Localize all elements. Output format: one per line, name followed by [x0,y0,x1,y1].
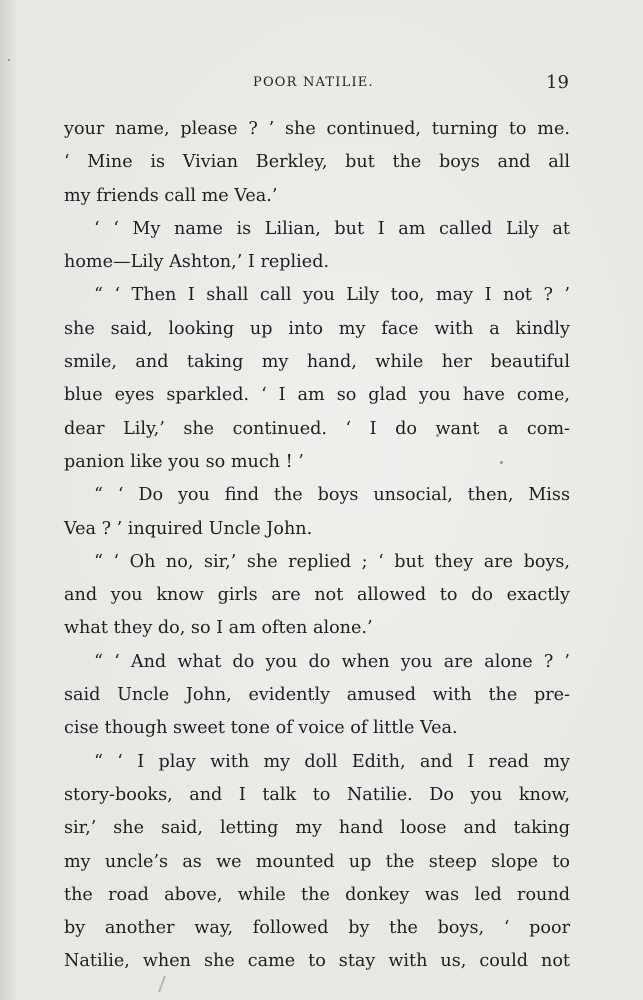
text-line: “ ‘ Oh no, sir,’ she replied ; ‘ but they are boys, [94,551,570,572]
page-number: 19 [546,72,569,93]
text-line: “ ‘ Then I shall call you Lily too, may I not ? ’ [94,285,570,306]
ink-speck [8,59,10,61]
text-line: Natilie, when she came to stay with us, could not [64,951,570,972]
text-line: cise though sweet tone of voice of little Vea. [64,718,458,739]
text-line: ‘ Mine is Vivian Berkley, but the boys and all [64,152,570,173]
text-line: what they do, so I am often alone.’ [64,618,373,639]
text-line: dear Lily,’ she continued. ‘ I do want a com- [64,418,570,439]
body-text [64,113,570,979]
text-line: the road above, while the donkey was led round [64,884,570,905]
ink-speck [436,434,439,437]
ink-speck [500,461,503,464]
text-line: “ ‘ And what do you do when you are alone ? ’ [94,651,570,672]
text-line: sir,’ she said, letting my hand loose and taking [64,818,570,839]
text-line: ‘ ‘ My name is Lilian, but I am called Lily at [94,218,570,239]
text-line: by another way, followed by the boys, ‘ poor [64,918,570,939]
text-line: your name, please ? ’ she continued, turning to me. [64,119,570,139]
text-line: “ ‘ Do you find the boys unsocial, then, Miss [94,485,570,506]
text-line: my uncle’s as we mounted up the steep slope to [64,851,570,872]
text-line: “ ‘ I play with my doll Edith, and I read my [94,751,570,772]
page-edge-shadow [0,0,18,1000]
text-line: she said, looking up into my face with a kindly [64,318,570,339]
text-line: my friends call me Vea.’ [64,185,278,206]
text-line: panion like you so much ! ’ [64,451,304,472]
text-line: home—Lily Ashton,’ I replied. [64,252,330,273]
text-line: smile, and taking my hand, while her beautiful [64,352,570,373]
text-line: story-books, and I talk to Natilie. Do you know, [64,784,570,805]
running-title: POOR NATILIE. [253,75,374,90]
text-line: Vea ? ’ inquired Uncle John. [64,518,313,539]
text-line: blue eyes sparkled. ‘ I am so glad you have come, [64,385,570,406]
text-line: and you know girls are not allowed to do exactly [64,585,570,606]
text-line: said Uncle John, evidently amused with the pre- [64,685,570,706]
running-head [0,72,643,96]
